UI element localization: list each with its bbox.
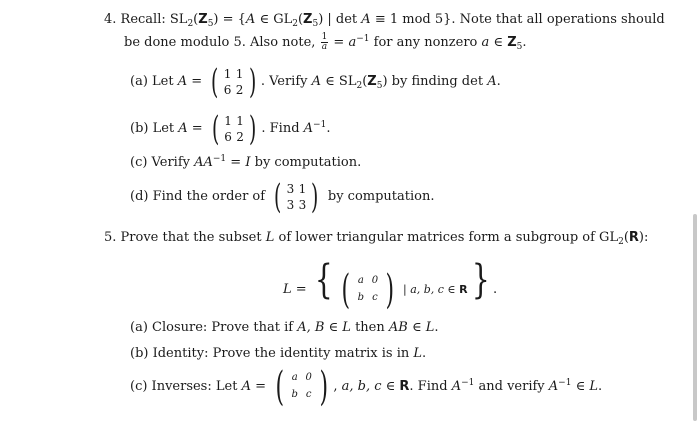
matrix-order: ( 3 1 3 3 ) — [274, 176, 319, 217]
problem-5a: (a) Closure: Prove that if A, B ∈ L then AB ∈ L. — [130, 320, 439, 335]
matrix-A: ( 1 1 6 2 ) — [211, 61, 256, 102]
vertical-scrollbar[interactable] — [693, 214, 697, 421]
problem-number: 4. — [104, 12, 117, 27]
matrix-A: ( 1 1 6 2 ) — [211, 108, 257, 149]
problem-4a: (a) Let A = ( 1 1 6 2 ) . Verify A ∈ $SL_2(Z_5)$ by finding det A. — [130, 61, 501, 102]
problem-5c: (c) Inverses: Let A = ( a 0 b c ) , a, b, c ∈ R. Find $A^{-1}$ and verify $A^{-1}$ ∈ L. — [130, 363, 603, 410]
problem-number: 5. — [104, 230, 117, 245]
set-definition-L: L = { ( a 0 b c ) | a, b, c ∈ R} . — [283, 257, 498, 313]
problem-4c: (c) Verify $AA^{-1} = I$ by computation. — [130, 154, 362, 170]
fraction-one-over-a: $\frac{1}{a}$ — [321, 32, 328, 52]
problem-4b: (b) Let A = ( 1 1 6 2 ) . Find $A^{-1}$. — [130, 108, 331, 149]
lower-triangular-matrix: ( a 0 b c ) — [275, 363, 328, 410]
problem-5-line-1: 5. Prove that the subset L of lower triangular matrices form a subgroup of $GL_2(R)$: — [104, 230, 649, 247]
problem-4-line-2: be done modulo 5. Also note, $\frac{1}{a}$ = $a^{-1}$ for any nonzero a ∈ $Z_5$. — [124, 32, 527, 52]
problem-5b: (b) Identity: Prove the identity matrix is in L. — [130, 346, 427, 361]
lower-triangular-matrix: ( a 0 b c ) — [341, 266, 394, 313]
problem-4d: (d) Find the order of ( 3 1 3 3 ) by computation. — [130, 176, 435, 217]
problem-4-line-1: 4. Recall: $SL_2(Z_5) = \{A$ ∈ $GL_2(Z_5)$ | det A ≡ 1 mod 5}. Note that all operations should — [104, 12, 665, 29]
